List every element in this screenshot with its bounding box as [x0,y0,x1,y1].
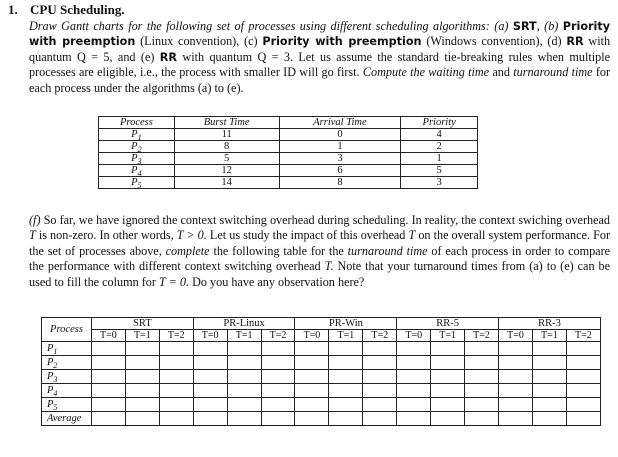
empty-cell[interactable] [261,412,295,426]
empty-cell[interactable] [397,412,431,426]
empty-cell[interactable] [363,412,397,426]
empty-cell[interactable] [532,412,566,426]
empty-cell[interactable] [532,398,566,412]
condition-t-zero: T = 0. [158,274,190,289]
empty-cell[interactable] [295,370,329,384]
intro-text-6: with quantum Q = 3. Let us assume the standard tie-breaking rules when multiple processes are eligible, i.e., the process with smaller ID will go first. [29,49,611,80]
process-id: $P_5$ [99,177,175,189]
empty-cell[interactable] [91,342,125,356]
empty-cell[interactable] [397,342,431,356]
empty-cell[interactable] [125,356,159,370]
group-srt: SRT [91,318,193,330]
table-row [99,177,478,189]
empty-cell[interactable] [159,398,193,412]
group-pr-linux: PR-Linux [193,318,295,330]
empty-cell[interactable] [329,412,363,426]
part-f-text-1: So far, we have ignored the context switching overhead during scheduling. In reality, the context swiching overhead [43,213,611,227]
empty-cell[interactable] [465,370,499,384]
priority: 1 [401,153,478,165]
burst-time: 11 [174,129,279,141]
condition-t-positive: T > 0. [176,228,207,243]
process-id: $P_4$ [42,384,92,398]
sub-t2: T=2 [465,330,499,342]
sub-t2: T=2 [363,330,397,342]
empty-cell[interactable] [329,384,363,398]
empty-cell[interactable] [125,398,159,412]
empty-cell[interactable] [397,384,431,398]
process-id: $P_4$ [99,165,175,177]
empty-cell[interactable] [261,370,295,384]
intro-text-2: , (b) [536,19,559,33]
empty-cell[interactable] [91,370,125,384]
empty-cell[interactable] [125,412,159,426]
empty-cell[interactable] [227,412,261,426]
empty-cell[interactable] [363,384,397,398]
empty-cell[interactable] [465,356,499,370]
table-row [42,370,601,384]
intro-text-5: with quantum Q = 5, and (e) [29,34,611,64]
empty-cell[interactable] [329,356,363,370]
empty-cell[interactable] [329,370,363,384]
table-row [42,384,601,398]
sub-t1: T=1 [227,330,261,342]
intro-text-10: for each process under the algorithms (a) to (e). [29,65,611,95]
burst-time: 8 [174,141,279,153]
col-process: Process [99,117,175,129]
empty-cell[interactable] [431,412,465,426]
empty-cell[interactable] [91,412,125,426]
burst-time: 5 [174,153,279,165]
priority: 4 [401,129,478,141]
empty-cell[interactable] [431,384,465,398]
part-f-text-7: turnaround time [347,243,428,258]
empty-cell[interactable] [125,384,159,398]
average-label: Average [42,412,92,426]
empty-cell[interactable] [431,356,465,370]
process-id: $P_5$ [42,398,92,412]
intro-text-4: (Windows convention), (d) [426,34,562,49]
intro-text-3: (Linux convention), (c) [140,34,258,49]
part-f-label: (f) [29,213,41,227]
empty-cell[interactable] [499,356,533,370]
group-rr-5: RR-5 [397,318,499,330]
part-f-text-3: Let us study the impact of this overhead [209,228,406,243]
var-t-3: T. [324,259,334,274]
empty-cell[interactable] [295,384,329,398]
col-priority: Priority [401,117,478,129]
empty-cell[interactable] [193,384,227,398]
empty-cell[interactable] [295,412,329,426]
alg-rr-5: RR [566,35,584,49]
part-f-text-10: Do you have any observation here? [192,274,365,289]
process-id: $P_1$ [42,342,92,356]
section-heading [8,2,125,18]
sub-t0: T=0 [499,330,533,342]
empty-cell[interactable] [397,356,431,370]
intro-text-1: Draw Gantt charts for the following set of processes using different scheduling algorithms: (a) [29,19,509,33]
sub-t1: T=1 [532,330,566,342]
col-burst-time: Burst Time [174,117,279,129]
empty-cell[interactable] [566,370,600,384]
empty-cell[interactable] [295,398,329,412]
col-process: Process [42,318,92,342]
sub-t1: T=1 [329,330,363,342]
group-rr-3: RR-3 [499,318,601,330]
table-row [99,165,478,177]
empty-cell[interactable] [532,342,566,356]
process-table [98,116,478,189]
priority: 2 [401,141,478,153]
alg-priority-linux: Priority with preemption [29,20,611,49]
sub-t2: T=2 [566,330,600,342]
empty-cell[interactable] [465,398,499,412]
empty-cell[interactable] [193,412,227,426]
empty-cell[interactable] [295,342,329,356]
empty-cell[interactable] [397,398,431,412]
empty-cell[interactable] [465,384,499,398]
intro-text-8: and [492,65,510,80]
group-pr-win: PR-Win [295,318,397,330]
empty-cell[interactable] [227,342,261,356]
empty-cell[interactable] [159,356,193,370]
empty-cell[interactable] [363,356,397,370]
empty-cell[interactable] [91,384,125,398]
process-id: $P_3$ [99,153,175,165]
sub-t1: T=1 [125,330,159,342]
empty-cell[interactable] [431,398,465,412]
process-table-header [99,117,478,129]
part-f-text-9: Note that your turnaround times from (a) to (e) can be used to fill the column for [29,259,611,289]
alg-priority-windows: Priority with preemption [262,35,422,49]
part-f-paragraph [29,213,610,290]
empty-cell[interactable] [261,356,295,370]
burst-time: 12 [174,165,279,177]
empty-cell[interactable] [227,398,261,412]
sub-t1: T=1 [431,330,465,342]
empty-cell[interactable] [193,398,227,412]
part-f-text-8: of each process in order to compare the performance with different context switching overhead [29,243,611,274]
empty-cell[interactable] [193,356,227,370]
empty-cell[interactable] [227,370,261,384]
empty-cell[interactable] [566,412,600,426]
var-t-1: T [29,228,36,243]
empty-cell[interactable] [499,398,533,412]
empty-cell[interactable] [193,342,227,356]
empty-cell[interactable] [431,342,465,356]
empty-cell[interactable] [295,356,329,370]
sub-t0: T=0 [193,330,227,342]
empty-cell[interactable] [261,398,295,412]
empty-cell[interactable] [499,412,533,426]
part-f-text-5: complete [165,243,210,258]
empty-cell[interactable] [193,370,227,384]
var-t-2: T [408,228,416,243]
sub-t2: T=2 [159,330,193,342]
empty-cell[interactable] [91,398,125,412]
average-row [42,412,601,426]
empty-cell[interactable] [329,398,363,412]
empty-cell[interactable] [499,342,533,356]
burst-time: 14 [174,177,279,189]
part-f-text-4: on the overall system performance. For the set of processes above, [29,228,611,258]
empty-cell[interactable] [499,370,533,384]
empty-cell[interactable] [397,370,431,384]
empty-cell[interactable] [363,342,397,356]
empty-cell[interactable] [261,384,295,398]
empty-cell[interactable] [363,370,397,384]
sub-t0: T=0 [91,330,125,342]
table-row [99,129,478,141]
arrival-time: 8 [279,177,401,189]
empty-cell[interactable] [532,370,566,384]
section-number: 1. [8,2,18,17]
sub-t2: T=2 [261,330,295,342]
table-row [99,153,478,165]
empty-cell[interactable] [159,342,193,356]
table-row [42,356,601,370]
empty-cell[interactable] [566,398,600,412]
empty-cell[interactable] [465,412,499,426]
arrival-time: 3 [279,153,401,165]
overhead-table [41,317,601,426]
intro-text-9: turnaround time [513,65,593,80]
sub-t0: T=0 [295,330,329,342]
intro-text-7: Compute the waiting time [362,65,490,80]
empty-cell[interactable] [465,342,499,356]
overhead-table-group-header [42,318,601,330]
part-f-text-6: the following table for the [213,243,344,258]
alg-rr-3: RR [159,50,178,64]
empty-cell[interactable] [227,384,261,398]
empty-cell[interactable] [227,356,261,370]
empty-cell[interactable] [329,342,363,356]
arrival-time: 6 [279,165,401,177]
empty-cell[interactable] [566,384,600,398]
empty-cell[interactable] [125,342,159,356]
empty-cell[interactable] [532,384,566,398]
table-row [99,141,478,153]
empty-cell[interactable] [159,370,193,384]
empty-cell[interactable] [125,370,159,384]
empty-cell[interactable] [532,356,566,370]
process-id: $P_2$ [42,356,92,370]
arrival-time: 0 [279,129,401,141]
intro-paragraph [29,19,610,96]
empty-cell[interactable] [566,342,600,356]
priority: 5 [401,165,478,177]
section-title: CPU Scheduling. [30,2,125,17]
table-row [42,398,601,412]
priority: 3 [401,177,478,189]
col-arrival-time: Arrival Time [279,117,401,129]
overhead-table-sub-header [42,330,601,342]
process-id: $P_3$ [42,370,92,384]
sub-t0: T=0 [397,330,431,342]
process-id: $P_1$ [99,129,175,141]
arrival-time: 1 [279,141,401,153]
part-f-text-2: is non-zero. In other words, [38,228,174,243]
empty-cell[interactable] [566,356,600,370]
alg-srt: SRT [512,20,537,33]
empty-cell[interactable] [363,398,397,412]
empty-cell[interactable] [159,412,193,426]
empty-cell[interactable] [431,370,465,384]
table-row [42,342,601,356]
empty-cell[interactable] [159,384,193,398]
empty-cell[interactable] [499,384,533,398]
process-id: $P_2$ [99,141,175,153]
empty-cell[interactable] [91,356,125,370]
empty-cell[interactable] [261,342,295,356]
